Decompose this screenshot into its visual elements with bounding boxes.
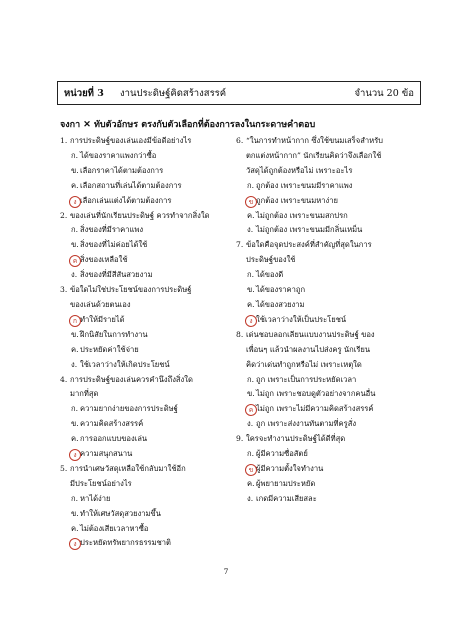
answer-option [60, 432, 235, 447]
question-item [60, 283, 235, 372]
question-number: 4. [60, 374, 68, 384]
circled-option-letter: ข [245, 196, 257, 208]
option-text: ไม่ถูก เพราะไม่มีความคิดสร้างสรรค์ [256, 404, 374, 414]
answer-option [60, 164, 235, 179]
option-letter: ก. [247, 270, 255, 280]
answer-option [60, 402, 235, 417]
question-item [60, 462, 235, 551]
question-text [60, 134, 235, 149]
question-text [236, 253, 411, 268]
option-letter: ก. [247, 449, 255, 459]
answer-option-selected [60, 447, 235, 462]
page-number: 7 [223, 567, 229, 576]
answer-option-selected [60, 313, 235, 328]
question-item [236, 432, 411, 507]
question-line: การนำเศษวัสดุเหลือใช้กลับมาใช้อีก [70, 463, 186, 473]
option-text: เลือกสถานที่เล่นได้ตามต้องการ [80, 180, 182, 190]
question-item [60, 209, 235, 284]
left-column [60, 134, 235, 551]
circled-option-letter: ค [245, 404, 257, 416]
option-text: ถูกต้อง เพราะขนมหาง่าย [256, 195, 338, 205]
answer-option [236, 209, 411, 224]
option-text: ถูก เพราะส่งงานทันตามที่ครูสั่ง [256, 419, 357, 429]
option-text: ทำให้เศษวัสดุสวยงามขึ้น [80, 508, 161, 518]
option-letter: ง. [247, 493, 254, 503]
option-text: ผู้มีความซื่อสัตย์ [256, 449, 308, 459]
option-text: สิ่งของเหลือใช้ [80, 255, 128, 265]
question-text [60, 462, 235, 477]
circled-option-letter: ง [69, 196, 81, 208]
question-line: เด่นชอบลอกเลียนแบบงานประดิษฐ์ ของ [246, 329, 375, 339]
option-letter: ง. [71, 270, 78, 280]
option-text: ได้ของดี [256, 270, 284, 280]
answer-option [60, 223, 235, 238]
option-text: ไม่ถูกต้อง เพราะขนมสกปรก [256, 210, 348, 220]
option-text: ความคิดสร้างสรรค์ [80, 419, 144, 429]
option-letter: ก. [247, 180, 255, 190]
question-text [60, 387, 235, 402]
option-letter: ค. [247, 299, 255, 309]
answer-option [60, 417, 235, 432]
option-text: ผู้พยายามประหยัด [256, 478, 316, 488]
option-text: สิ่งของที่มีสีสันสวยงาม [80, 270, 153, 280]
unit-number: หน่วยที่ 3 [64, 87, 104, 99]
answer-option [60, 522, 235, 537]
option-letter: ง. [247, 419, 254, 429]
question-line: เพื่อนๆ แล้วนำผลงานไปส่งครู นักเรียน [246, 344, 371, 354]
answer-option [236, 298, 411, 313]
answer-option-selected [60, 194, 235, 209]
question-text [236, 432, 411, 447]
option-text: ถูกต้อง เพราะขนมมีราคาแพง [256, 180, 353, 190]
question-item [236, 328, 411, 432]
answer-option-selected [236, 313, 411, 328]
option-text: ทำให้มีรายได้ [80, 314, 125, 324]
option-text: ไม่ต้องเสียเวลาหาซื้อ [80, 523, 149, 533]
option-text: สิ่งของที่มีราคาแพง [80, 225, 144, 235]
option-letter: ค. [247, 478, 255, 488]
question-line: การประดิษฐ์ของเล่นควรคำนึงถึงสิ่งใด [70, 374, 193, 384]
question-number: 7. [236, 240, 244, 250]
answer-option [60, 328, 235, 343]
question-text [236, 134, 411, 149]
option-letter: ค. [71, 434, 79, 444]
option-letter: ง. [71, 359, 78, 369]
question-text [236, 149, 411, 164]
question-number: 3. [60, 285, 68, 295]
option-text: หาได้ง่าย [80, 493, 111, 503]
option-letter: ก. [71, 493, 79, 503]
question-line: ข้อใดไม่ใช่ประโยชน์ของการประดิษฐ์ [70, 285, 192, 295]
answer-option [60, 268, 235, 283]
option-letter: ก. [247, 374, 255, 384]
option-text: ประหยัดทรัพยากรธรรมชาติ [80, 538, 171, 548]
answer-option [236, 268, 411, 283]
option-text: ใช้เวลาว่างให้เกิดประโยชน์ [80, 359, 170, 369]
option-text: ผู้มีความตั้งใจทำงาน [256, 463, 324, 473]
option-letter: ง. [247, 225, 254, 235]
answer-option-selected [236, 194, 411, 209]
answer-option-selected [236, 462, 411, 477]
circled-option-letter: ค [69, 255, 81, 267]
option-text: ถูก เพราะเป็นการประหยัดเวลา [256, 374, 357, 384]
option-letter: ก. [71, 404, 79, 414]
question-number: 9. [236, 434, 244, 444]
answer-option [60, 149, 235, 164]
question-line: วัสดุได้ถูกต้องหรือไม่ เพราะอะไร [246, 165, 353, 175]
option-text: ได้ของสวยงาม [256, 299, 305, 309]
question-number: 2. [60, 210, 68, 220]
option-letter: ค. [71, 523, 79, 533]
question-text [236, 343, 411, 358]
option-text: เลือกราคาได้ตามต้องการ [80, 165, 164, 175]
option-text: ไม่ถูกต้อง เพราะขนมมีกลิ่นเหม็น [256, 225, 363, 235]
option-letter: ข. [71, 165, 79, 175]
circled-option-letter: ง [69, 538, 81, 550]
option-text: ความยากง่ายของการประดิษฐ์ [80, 404, 178, 414]
question-item [60, 134, 235, 209]
option-letter: ข. [247, 285, 255, 295]
question-item [60, 373, 235, 462]
answer-option [236, 417, 411, 432]
answer-option-selected [60, 253, 235, 268]
option-text: ประหยัดค่าใช้จ่าย [80, 344, 139, 354]
answer-option [60, 492, 235, 507]
option-text: ไม่ถูก เพราะชอบดูตัวอย่างจากคนอื่น [256, 389, 376, 399]
option-letter: ข. [71, 240, 79, 250]
question-item [236, 134, 411, 238]
option-text: ฝึกนิสัยในการทำงาน [80, 329, 148, 339]
option-text: ได้ของราคาแพงกว่าซื้อ [80, 150, 157, 160]
question-count: จำนวน 20 ข้อ [354, 87, 414, 99]
question-text [236, 238, 411, 253]
option-text: ใช้เวลาว่างให้เป็นประโยชน์ [256, 314, 347, 324]
question-line: การประดิษฐ์ของเล่นเองมีข้อดีอย่างไร [70, 136, 192, 145]
right-column [236, 134, 411, 507]
question-item [236, 238, 411, 327]
answer-option [60, 179, 235, 194]
question-line: ของเล่นด้วยตนเอง [70, 299, 131, 309]
option-text: การออกแบบของเล่น [80, 434, 148, 444]
circled-option-letter: ง [245, 315, 257, 327]
answer-option [60, 238, 235, 253]
question-line: “ในการทำหน้ากาก ซึ่งใช้ขนมเสร็จสำหรับ [246, 136, 383, 145]
option-letter: ข. [71, 508, 79, 518]
question-text [60, 283, 235, 298]
answer-option [236, 223, 411, 238]
question-number: 6. [236, 136, 244, 145]
question-text [60, 477, 235, 492]
answer-option [60, 358, 235, 373]
option-text: สิ่งของที่ไม่ค่อยได้ใช้ [80, 240, 148, 250]
question-line: มีประโยชน์อย่างไร [70, 478, 132, 488]
answer-option [236, 387, 411, 402]
answer-option [236, 447, 411, 462]
option-text: เลือกเล่นแต่งได้ตามต้องการ [80, 195, 172, 205]
question-line: คิดว่าเด่นทำถูกหรือไม่ เพราะเหตุใด [246, 359, 362, 369]
question-line: ใครจะทำงานประดิษฐ์ได้ดีที่สุด [246, 434, 346, 444]
question-text [60, 209, 235, 224]
option-letter: ข. [247, 389, 255, 399]
answer-option [236, 373, 411, 388]
answer-option [60, 507, 235, 522]
option-letter: ข. [71, 419, 79, 429]
circled-option-letter: ข [245, 464, 257, 476]
answer-option [236, 477, 411, 492]
question-line: ข้อใดคือจุดประสงค์ที่สำคัญที่สุดในการ [246, 240, 372, 250]
answer-option [60, 343, 235, 358]
circled-option-letter: ง [69, 449, 81, 461]
answer-option [236, 492, 411, 507]
question-text [236, 328, 411, 343]
question-line: ประดิษฐ์ของใช้ [246, 255, 296, 265]
option-letter: ค. [71, 344, 79, 354]
question-line: ของเล่นที่นักเรียนประดิษฐ์ ควรทำจากสิ่งใด [70, 210, 210, 220]
question-line: ตกแต่งหน้ากาก” นักเรียนคิดว่าจึงเลือกใช้ [246, 150, 382, 160]
question-number: 5. [60, 463, 68, 473]
answer-option [236, 283, 411, 298]
option-letter: ก. [71, 150, 79, 160]
question-number: 8. [236, 329, 244, 339]
option-text: ได้ของราคาถูก [256, 285, 306, 295]
option-letter: ข. [71, 329, 79, 339]
option-letter: ค. [71, 180, 79, 190]
question-line: มากที่สุด [70, 389, 99, 399]
instruction: จงกา ✕ ทับตัวอักษร ตรงกับตัวเลือกที่ต้องการลงในกระดาษคำตอบ [60, 120, 316, 130]
option-text: ความสนุกสนาน [80, 449, 133, 459]
answer-option-selected [60, 536, 235, 551]
option-text: เกดมีความเสียสละ [256, 493, 317, 503]
answer-option-selected [236, 402, 411, 417]
answer-option [236, 179, 411, 194]
question-text [236, 164, 411, 179]
question-text [60, 298, 235, 313]
unit-title: งานประดิษฐ์คิดสร้างสรรค์ [120, 87, 227, 99]
unit-header [57, 81, 421, 105]
option-letter: ค. [247, 210, 255, 220]
circled-option-letter: ก [69, 315, 81, 327]
question-number: 1. [60, 136, 68, 145]
question-text [60, 373, 235, 388]
question-text [236, 358, 411, 373]
option-letter: ก. [71, 225, 79, 235]
